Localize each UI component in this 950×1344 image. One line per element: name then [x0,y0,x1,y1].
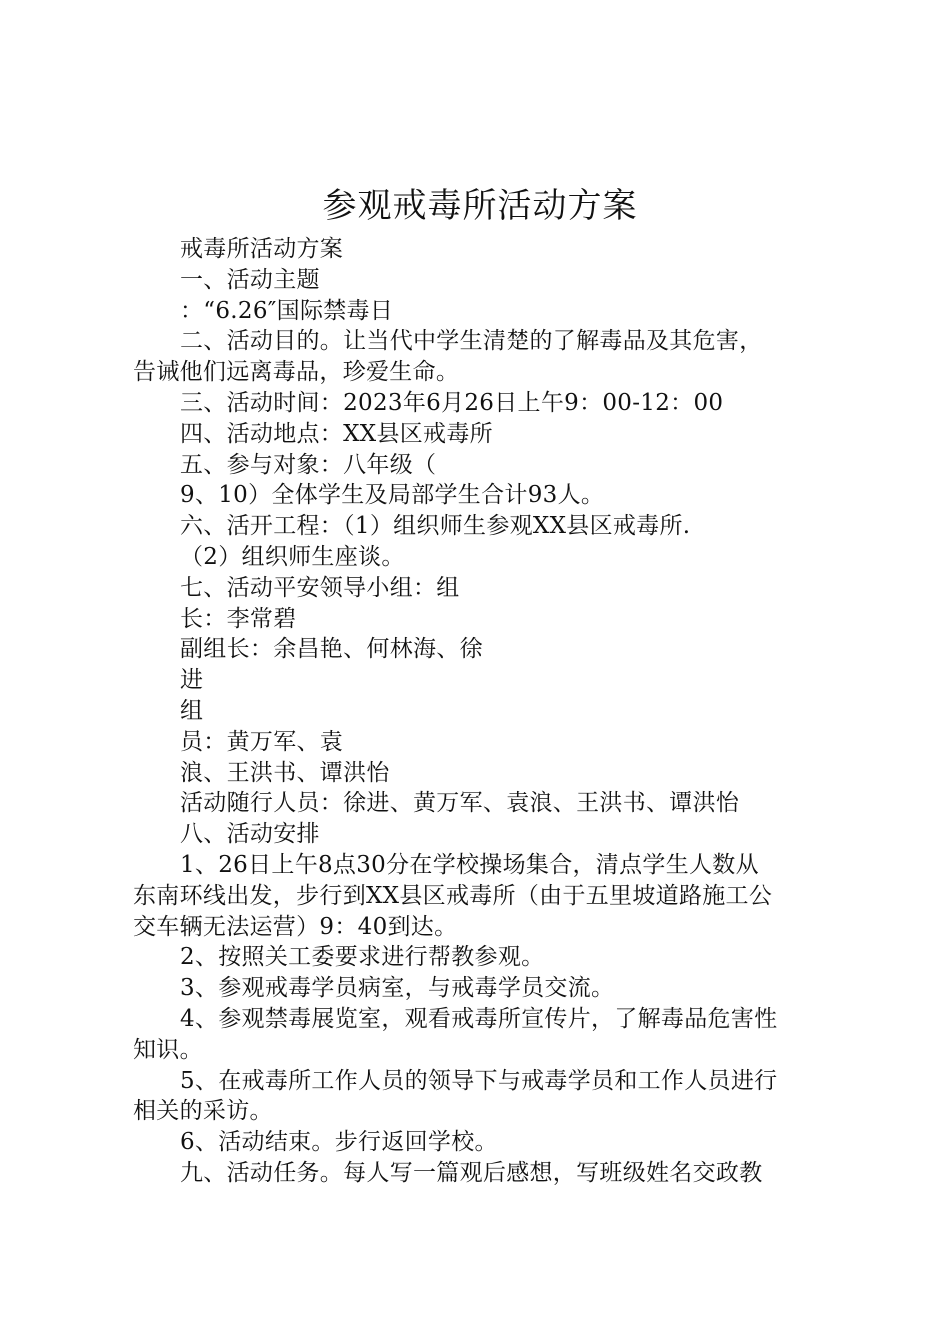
body-line: 相关的采访。 [133,1098,273,1125]
body-line: 七、活动平安领导小组：组 [180,574,460,601]
body-line: 活动随行人员：徐进、黄万军、袁浪、王洪书、谭洪怡 [180,790,740,817]
body-line: 组 [180,697,204,724]
body-line: 五、参与对象：八年级（ [180,451,437,478]
body-line: ：“6.26″国际禁毒日 [180,297,394,324]
body-line: 九、活动任务。每人写一篇观后感想，写班级姓名交政教 [180,1159,763,1186]
body-line: 八、活动安排 [180,821,320,848]
document-body [133,234,833,1189]
body-line: 三、活动时间：2023年6月26日上午9：00-12：00 [180,389,724,416]
body-line: 副组长：余昌艳、何林海、徐 [180,636,483,663]
body-line: 1、26日上午8点30分在学校操场集合，清点学生人数从 [180,851,759,878]
body-line: 6、活动结束。步行返回学校。 [180,1129,498,1156]
body-line: 四、活动地点：XX县区戒毒所 [180,420,493,447]
body-line: 2、按照关工委要求进行帮教参观。 [180,944,545,971]
body-line: （2）组织师生座谈。 [180,543,405,570]
body-line: 员：黄万军、袁 [180,728,344,755]
body-line: 知识。 [133,1036,203,1063]
body-line: 4、参观禁毒展览室，观看戒毒所宣传片，了解毒品危害性 [180,1005,778,1032]
body-line: 长：李常碧 [180,605,297,632]
body-line: 3、参观戒毒学员病室，与戒毒学员交流。 [180,975,615,1002]
body-line: 一、活动主题 [180,266,320,293]
body-line: 二、活动目的。让当代中学生清楚的了解毒品及其危害， [180,328,763,355]
body-line: 戒毒所活动方案 [180,236,344,262]
body-line: 进 [180,667,204,694]
body-line: 交车辆无法运营）9：40到达。 [133,913,458,940]
body-line: 东南环线出发，步行到XX县区戒毒所（由于五里坡道路施工公 [133,882,773,909]
body-line: 浪、王洪书、谭洪怡 [180,759,390,786]
body-line: 5、在戒毒所工作人员的领导下与戒毒学员和工作人员进行 [180,1067,778,1094]
body-line: 9、10）全体学生及局部学生合计93人。 [180,482,605,509]
body-line: 告诫他们远离毒品，珍爱生命。 [133,359,460,386]
document-title: 参观戒毒所活动方案 [322,186,638,226]
body-line: 六、活开工程：（1）组织师生参观XX县区戒毒所. [180,513,691,540]
